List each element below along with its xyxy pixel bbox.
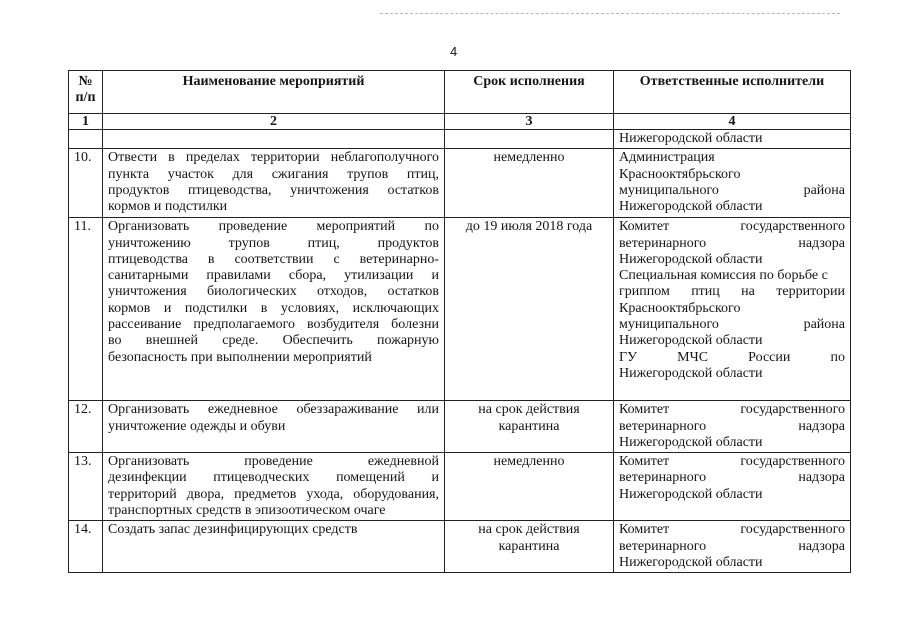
responsible-line: Краснооктябрьского (619, 300, 741, 316)
column-number: 4 (614, 114, 851, 130)
table-row (69, 401, 851, 453)
header-num-line: № (78, 74, 93, 89)
measure-name-line: птицеводства в соответствии с ветеринарно- (108, 251, 439, 267)
table-row (69, 453, 851, 521)
responsible-line: Нижегородской области (619, 486, 763, 502)
continuation-name-cell (103, 130, 445, 149)
deadline-line: немедленно (493, 150, 565, 166)
measure-name-cell (103, 453, 445, 521)
responsible-line: Нижегородской области (619, 554, 763, 570)
table-row (69, 521, 851, 573)
measure-name-line: территорий двора, предметов ухода, оборудования, (108, 486, 439, 502)
measure-name-line: безопасность при выполнении мероприятий (108, 349, 372, 365)
page-number: 4 (450, 44, 458, 59)
measure-name-line: Отвести в пределах территории неблагополучного (108, 150, 439, 166)
measure-name-line: дезинфекции птицеводческих помещений и (108, 470, 439, 486)
measure-name-line: рассеивание предполагаемого возбудителя болезни (108, 317, 439, 333)
deadline-line: на срок действия (478, 522, 580, 538)
measure-name-line: кормов и подстилки (108, 199, 228, 215)
header-responsible: Ответственные исполнители (614, 71, 851, 114)
deadline-line: немедленно (493, 454, 565, 470)
responsible-line: Нижегородской области (619, 131, 763, 146)
measure-name-cell (103, 218, 445, 401)
responsible-line: муниципального района (619, 317, 845, 333)
responsible-line: Комитет государственного (619, 522, 845, 538)
responsible-line: муниципального района (619, 182, 845, 198)
measures-table (68, 70, 851, 573)
measure-name-line: кормов и подстилки в условиях, исключающих (108, 300, 439, 316)
deadline-cell (445, 218, 614, 401)
responsible-cell (614, 453, 851, 521)
header-name: Наименование мероприятий (103, 71, 445, 114)
measure-name-line: продуктов птицеводства, уничтожения остатков (108, 182, 439, 198)
measure-name-line: санитарными правилами сбора, утилизации и (108, 268, 439, 284)
column-number-row (69, 114, 851, 130)
row-number-cell: 11. (69, 218, 103, 401)
continuation-row (69, 130, 851, 149)
responsible-line: Краснооктябрьского (619, 166, 741, 182)
header-deadline: Срок исполнения (445, 71, 614, 114)
responsible-line: Комитет государственного (619, 219, 845, 235)
responsible-line: Нижегородской области (619, 251, 763, 267)
row-number-cell: 10. (69, 149, 103, 218)
measure-name-cell (103, 521, 445, 573)
measure-name-line: транспортных средств в эпизоотическом очаге (108, 503, 386, 519)
responsible-cell (614, 218, 851, 401)
responsible-line: гриппом птиц на территории (619, 284, 845, 300)
column-number: 1 (69, 114, 103, 130)
responsible-line: ГУ МЧС России по (619, 349, 845, 365)
row-number-cell: 14. (69, 521, 103, 573)
measure-name-cell (103, 149, 445, 218)
responsible-line: ветеринарного надзора (619, 538, 845, 554)
header-num-line: п/п (75, 90, 96, 106)
table-header-row (69, 71, 851, 114)
row-number-cell: 13. (69, 453, 103, 521)
measure-name-line: уничтожению трупов птиц, продуктов (108, 235, 439, 251)
deadline-line: карантина (498, 418, 560, 434)
responsible-line: Нижегородской области (619, 434, 763, 450)
continuation-deadline-cell (445, 130, 614, 149)
responsible-line: Нижегородской области (619, 365, 763, 381)
header-num (69, 71, 103, 114)
continuation-responsible-cell (614, 130, 851, 149)
responsible-cell (614, 521, 851, 573)
measure-name-line: Организовать проведение мероприятий по (108, 219, 439, 235)
measure-name-line: уничтожение одежды и обуви (108, 418, 286, 434)
responsible-line: ветеринарного надзора (619, 470, 845, 486)
row-number-cell: 12. (69, 401, 103, 453)
measure-name-line: уничтожения биологических отходов, остатков (108, 284, 439, 300)
column-number: 3 (445, 114, 614, 130)
deadline-line: на срок действия (478, 402, 580, 418)
deadline-cell (445, 453, 614, 521)
measure-name-line: Организовать ежедневное обеззараживание или (108, 402, 439, 418)
deadline-line: до 19 июля 2018 года (465, 219, 593, 235)
responsible-line: ветеринарного надзора (619, 418, 845, 434)
column-number: 2 (103, 114, 445, 130)
table-row (69, 149, 851, 218)
responsible-line: Нижегородской области (619, 199, 763, 215)
measure-name-line: Организовать проведение ежедневной (108, 454, 439, 470)
responsible-line: Специальная комиссия по борьбе с (619, 268, 828, 284)
responsible-line: Комитет государственного (619, 454, 845, 470)
responsible-line: ветеринарного надзора (619, 235, 845, 251)
responsible-line: Нижегородской области (619, 333, 763, 349)
responsible-line: Администрация (619, 150, 715, 166)
table-row (69, 218, 851, 401)
deadline-cell (445, 521, 614, 573)
measure-name-line: во внешней среде. Обеспечить пожарную (108, 333, 439, 349)
measure-name-line: Создать запас дезинфицирующих средств (108, 522, 358, 538)
deadline-line: карантина (498, 538, 560, 554)
responsible-cell (614, 401, 851, 453)
responsible-cell (614, 149, 851, 218)
continuation-num-cell (69, 130, 103, 149)
scan-edge-line (380, 13, 840, 14)
deadline-cell (445, 149, 614, 218)
measure-name-line: пункта участок для сжигания трупов птиц, (108, 166, 439, 182)
measure-name-cell (103, 401, 445, 453)
deadline-cell (445, 401, 614, 453)
responsible-line: Комитет государственного (619, 402, 845, 418)
